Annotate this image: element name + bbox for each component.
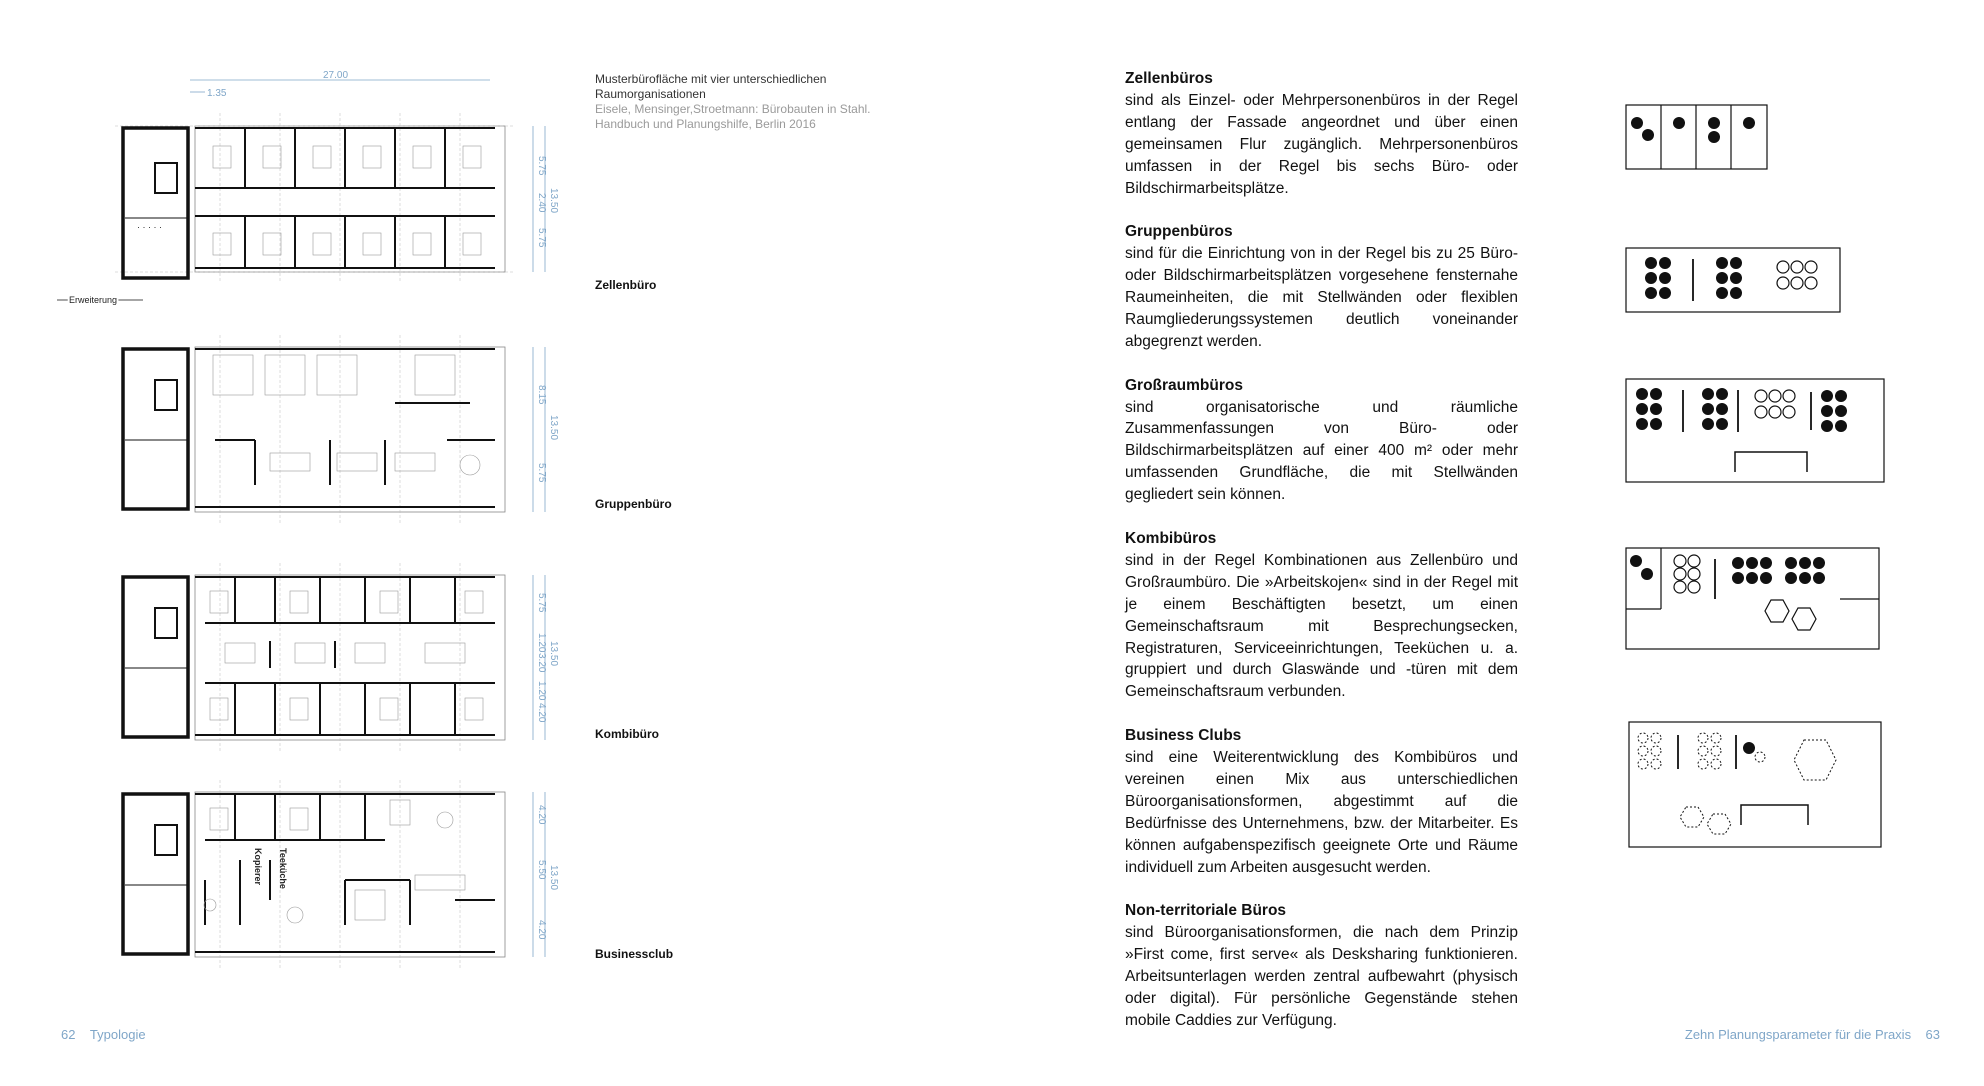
footer-section-right: Zehn Planungsparameter für die Praxis (1684, 1027, 1912, 1042)
pictogram-businessclub (1628, 721, 1888, 851)
section-heading: Business Clubs (1125, 727, 1242, 745)
core-note: · · · · · (137, 222, 162, 232)
section-heading: Großraumbüros (1125, 376, 1243, 394)
dim-4: 1.20 (536, 681, 547, 701)
plan-label-zellenbuero: Zellenbüro (595, 278, 657, 292)
section-gruppenbueros (1125, 221, 1518, 352)
section-kombibueros (1125, 528, 1518, 703)
section-body: sind für die Einrichtung von in der Regel bis zu 25 Büro- oder Bildschirmarbeitsplätzen vorgesehene fensternahe Raumeinheiten, die mit Stellwänden oder flexiblen Raumgliederungssystemen deutlich voneinander abgegrenzt werden. (1125, 245, 1518, 350)
pictogram-grossraumbuero (1625, 378, 1890, 488)
dim-total: 13.50 (548, 865, 559, 891)
caption-title: Musterbürofläche mit vier unterschiedlichen Raumorganisationen (595, 72, 827, 101)
dim-3: 5.75 (536, 228, 547, 248)
section-non-territoriale-bueros (1125, 900, 1518, 1031)
page-number-right: 63 (1925, 1027, 1940, 1042)
floorplan-businessclub (55, 780, 575, 980)
pictogram-kombibuero (1625, 547, 1890, 657)
dim-3: 4.20 (536, 920, 547, 940)
dim-total: 13.50 (548, 415, 559, 441)
section-heading: Gruppenbüros (1125, 223, 1233, 241)
dim-1: 8.15 (536, 385, 547, 405)
expansion-label: Erweiterung (69, 295, 118, 305)
plan-label-gruppenbuero: Gruppenbüro (595, 497, 672, 511)
section-grossraumbueros (1125, 375, 1518, 506)
dim-2: 2.40 (536, 193, 547, 213)
dim-2: 5.75 (536, 463, 547, 483)
section-business-clubs (1125, 725, 1518, 878)
footer-left (61, 1027, 146, 1042)
room-label-kitchen: Teeküche (278, 848, 288, 889)
dim-offset: 1.35 (207, 88, 227, 99)
dim-5: 4.20 (536, 703, 547, 723)
footer-section-left: Typologie (89, 1027, 146, 1042)
dim-1: 4.20 (536, 805, 547, 825)
dim-2: 1.20 (536, 633, 547, 653)
definitions-column (1125, 68, 1518, 1054)
section-body: sind Büroorganisationsformen, die nach dem Prinzip »First come, first serve« als Desksharing funktionieren. Arbeitsunterlagen werden zentral aufbewahrt (physisch oder digital). Für persönliche Gegenstände stehen mobile Caddies zur Verfügung. (1125, 924, 1518, 1029)
section-heading: Kombibüros (1125, 529, 1217, 547)
section-body: sind in der Regel Kombinationen aus Zellenbüro und Großraumbüro. Die »Arbeitskojen« sind in der Regel mit je einem Beschäftigten besetzt, um einen Gemeinschaftsraum mit Besprechungsecken, Registraturen, Serviceeinrichtungen, Teeküchen u. a. gruppiert und durch Glaswände und -türen mit dem Gemeinschaftsraum verbunden. (1125, 551, 1518, 701)
section-zellenbueros (1125, 68, 1518, 199)
pictogram-gruppenbuero (1625, 247, 1850, 317)
dim-2: 5.50 (536, 860, 547, 880)
section-body: sind als Einzel- oder Mehrpersonenbüros in der Regel entlang der Fassade angeordnet und über einen gemeinsamen Flur zugänglich. Mehrpersonenbüros umfassen in der Regel bis sechs Büro- oder Bildschirmarbeitsplätze. (1125, 91, 1518, 197)
section-heading: Zellenbüros (1125, 70, 1213, 87)
dim-1: 5.75 (536, 593, 547, 613)
floorplan-kombibuero (55, 563, 575, 763)
page-number-left: 62 (61, 1027, 76, 1042)
room-label-copier: Kopierer (253, 848, 263, 886)
dim-3: 3.20 (536, 653, 547, 673)
floorplan-gruppenbuero (55, 335, 575, 535)
pictogram-zellenbuero (1625, 104, 1770, 174)
dim-total: 13.50 (548, 641, 559, 667)
dim-total: 13.50 (548, 188, 559, 214)
caption-source: Eisele, Mensinger,Stroetmann: Bürobauten in Stahl. Handbuch und Planungshilfe, Berlin 2016 (595, 102, 871, 131)
dim-width: 27.00 (323, 70, 349, 81)
plan-label-businessclub: Businessclub (595, 947, 674, 961)
footer-right (1685, 1027, 1940, 1042)
section-body: sind eine Weiterentwicklung des Kombibüros und vereinen einen Mix aus unterschiedlichen Büroorganisationsformen, abgestimmt auf die Bedürfnisse des Unternehmens, bzw. der Mitarbeiter. Es können aufgabenspezifisch geeignete Orte und Räume individuell zum Arbeiten ausgesucht werden. (1125, 749, 1518, 876)
plan-label-kombibuero: Kombibüro (595, 727, 659, 741)
figure-caption (595, 72, 885, 132)
floorplan-zellenbuero (55, 68, 575, 308)
dim-1: 5.75 (536, 156, 547, 176)
section-body: sind organisatorische und räumliche Zusammenfassungen von Büro- oder Bildschirmarbeitsplätzen auf einer 400 m² oder mehr umfassenden Grundfläche, die mit Stellwänden gegliedert sein können. (1125, 398, 1518, 504)
section-heading: Non-territoriale Büros (1125, 902, 1287, 920)
